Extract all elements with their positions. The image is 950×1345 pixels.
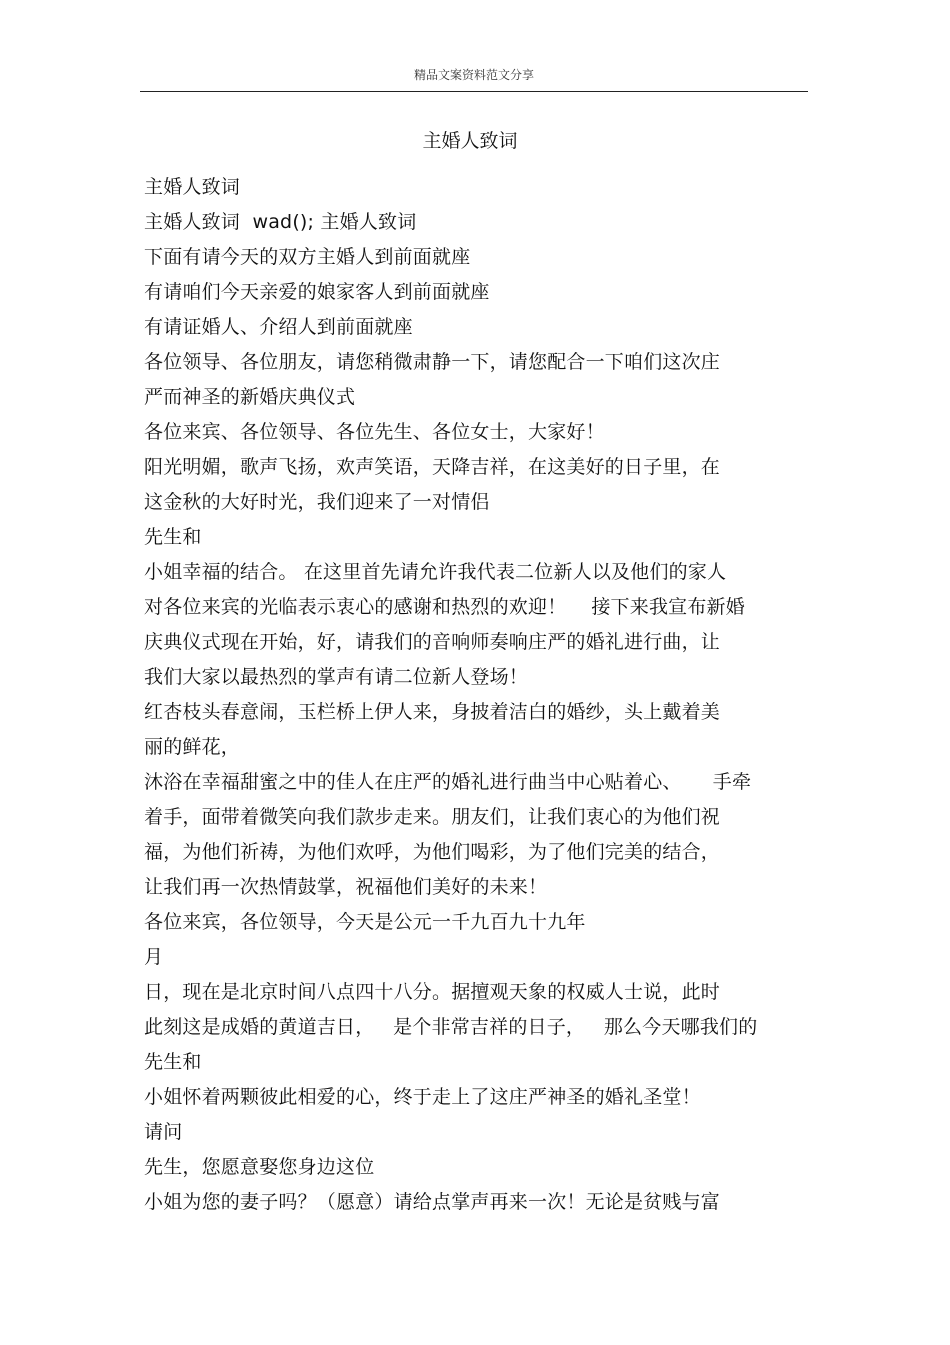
- document-body: [144, 170, 814, 1220]
- text-line: 福，为他们祈祷，为他们欢呼，为他们喝彩，为了他们完美的结合，: [144, 841, 721, 863]
- text-line: 各位来宾、各位领导、各位先生、各位女士，大家好！: [144, 421, 605, 443]
- text-line: 沐浴在幸福甜蜜之中的佳人在庄严的婚礼进行曲当中心贴着心、 手牵: [144, 771, 752, 793]
- document-title: 主婚人致词: [422, 130, 518, 152]
- text-line: 我们大家以最热烈的掌声有请二位新人登场！: [144, 666, 529, 688]
- text-line: 此刻这是成婚的黄道吉日， 是个非常吉祥的日子， 那么今天哪我们的: [144, 1016, 758, 1038]
- text-line: 有请证婚人、介绍人到前面就座: [144, 316, 413, 338]
- text-line: 阳光明媚，歌声飞扬，欢声笑语，天降吉祥，在这美好的日子里，在: [144, 456, 721, 478]
- text-line: 让我们再一次热情鼓掌，祝福他们美好的未来！: [144, 876, 548, 898]
- text-line: 主婚人致词: [144, 176, 241, 198]
- text-line: 小姐为您的妻子吗？（愿意）请给点掌声再来一次！无论是贫贱与富: [144, 1191, 721, 1213]
- text-line: 着手，面带着微笑向我们款步走来。朋友们，让我们衷心的为他们祝: [144, 806, 721, 828]
- text-line: 主婚人致词 wad(); 主婚人致词: [144, 211, 417, 233]
- text-line: 这金秋的大好时光，我们迎来了一对情侣: [144, 491, 490, 513]
- text-line: 对各位来宾的光临表示衷心的感谢和热烈的欢迎！ 接下来我宣布新婚: [144, 596, 745, 618]
- text-line: 各位来宾，各位领导，今天是公元一千九百九十九年: [144, 911, 586, 933]
- text-line: 先生和: [144, 1051, 202, 1073]
- text-line: 各位领导、各位朋友，请您稍微肃静一下，请您配合一下咱们这次庄: [144, 351, 721, 373]
- text-line: 先生和: [144, 526, 202, 548]
- text-line: 红杏枝头春意闹，玉栏桥上伊人来，身披着洁白的婚纱，头上戴着美: [144, 701, 721, 723]
- text-line: 小姐幸福的结合。 在这里首先请允许我代表二位新人以及他们的家人: [144, 561, 727, 583]
- header-divider: [140, 91, 808, 92]
- text-line: 下面有请今天的双方主婚人到前面就座: [144, 246, 471, 268]
- text-line: 日，现在是北京时间八点四十八分。据擅观天象的权威人士说，此时: [144, 981, 721, 1003]
- text-line: 请问: [144, 1121, 183, 1143]
- text-line: 有请咱们今天亲爱的娘家客人到前面就座: [144, 281, 490, 303]
- text-line: 小姐怀着两颗彼此相爱的心，终于走上了这庄严神圣的婚礼圣堂！: [144, 1086, 701, 1108]
- text-line: 严而神圣的新婚庆典仪式: [144, 386, 356, 408]
- text-line: 月: [144, 946, 164, 968]
- text-line: 丽的鲜花，: [144, 736, 241, 758]
- text-line: 庆典仪式现在开始，好，请我们的音响师奏响庄严的婚礼进行曲，让: [144, 631, 721, 653]
- page-header: 精品文案资料范文分享: [413, 68, 534, 82]
- text-line: 先生，您愿意娶您身边这位: [144, 1156, 375, 1178]
